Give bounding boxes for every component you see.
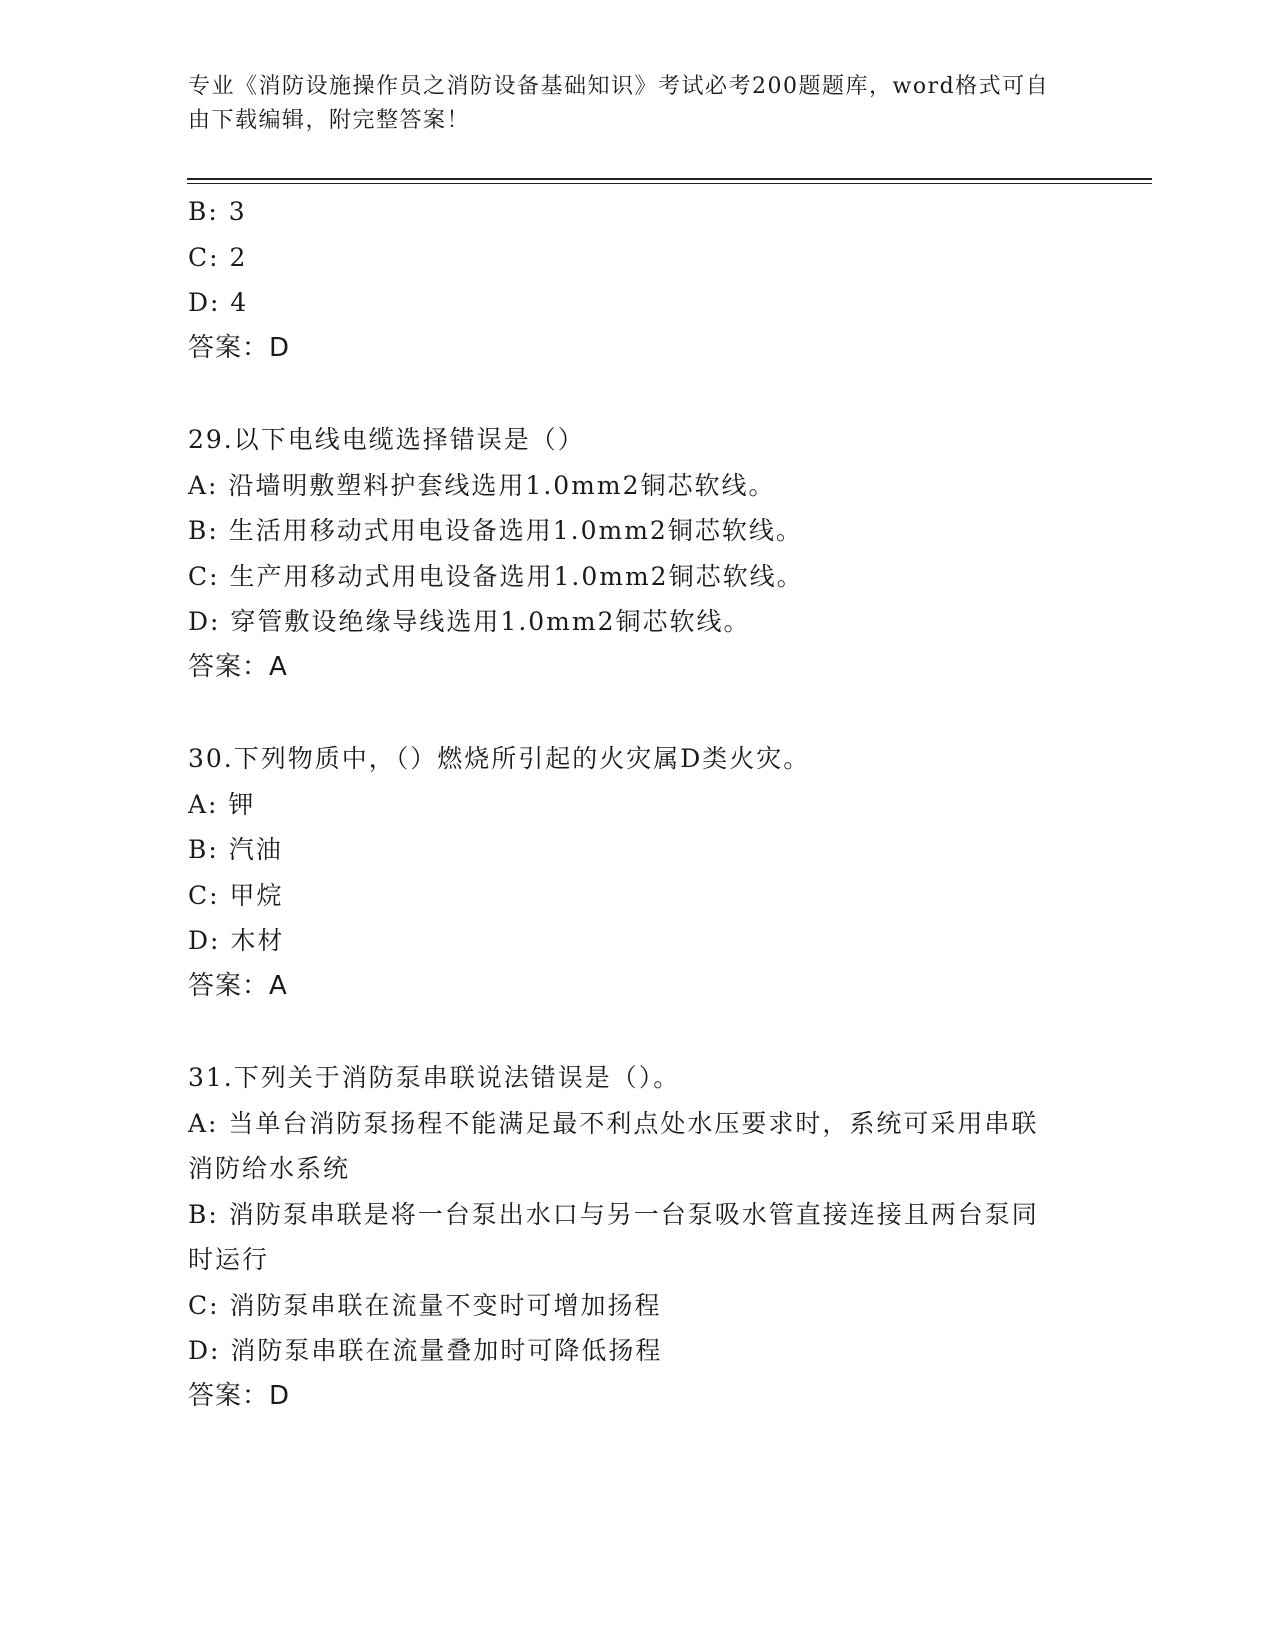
header-divider-thick [187,178,1152,180]
option-c: C: 生产用移动式用电设备选用1.0mm2铜芯软线。 [188,561,804,591]
option-a: A: 当单台消防泵扬程不能满足最不利点处水压要求时，系统可采用串联消防给水系统 [188,1108,1039,1183]
option-c: C: 消防泵串联在流量不变时可增加扬程 [188,1290,662,1320]
question-block-28 [188,189,1088,371]
option-b: B: 生活用移动式用电设备选用1.0mm2铜芯软线。 [188,516,803,545]
question-block-29 [188,417,1088,690]
option-b: B: 3 [188,197,247,226]
question-block-31 [188,1055,1088,1419]
document-header: 专业《消防设施操作员之消防设备基础知识》考试必考200题题库，word格式可自由下载编辑，附完整答案！ [188,74,1050,133]
answer-line: 答案：A [188,970,288,1001]
spacer [188,690,1088,736]
spacer [188,371,1088,417]
question-stem: 29.以下电线电缆选择错误是（） [188,425,585,454]
answer-line: 答案：A [188,651,288,682]
option-d: D: 消防泵串联在流量叠加时可降低扬程 [188,1336,663,1365]
option-a: A: 钾 [188,789,256,819]
option-b: B: 消防泵串联是将一台泵出水口与另一台泵吸水管直接连接且两台泵同时运行 [188,1199,1039,1274]
answer-line: 答案：D [188,332,291,363]
spacer [188,1009,1088,1055]
option-d: D: 穿管敷设绝缘导线选用1.0mm2铜芯软线。 [188,607,751,636]
option-a: A: 沿墙明敷塑料护套线选用1.0mm2铜芯软线。 [188,470,776,500]
question-stem: 31.下列关于消防泵串联说法错误是（）。 [188,1063,681,1092]
option-b: B: 汽油 [188,835,283,864]
question-block-30 [188,736,1088,1009]
header-divider-thin [187,183,1152,184]
question-stem: 30.下列物质中，（）燃烧所引起的火灾属D类火灾。 [188,744,811,773]
option-d: D: 4 [188,288,249,317]
option-c: C: 甲烷 [188,880,284,910]
answer-line: 答案：D [188,1380,291,1411]
question-list [188,189,1088,1419]
option-d: D: 木材 [188,926,285,955]
option-c: C: 2 [188,242,248,272]
